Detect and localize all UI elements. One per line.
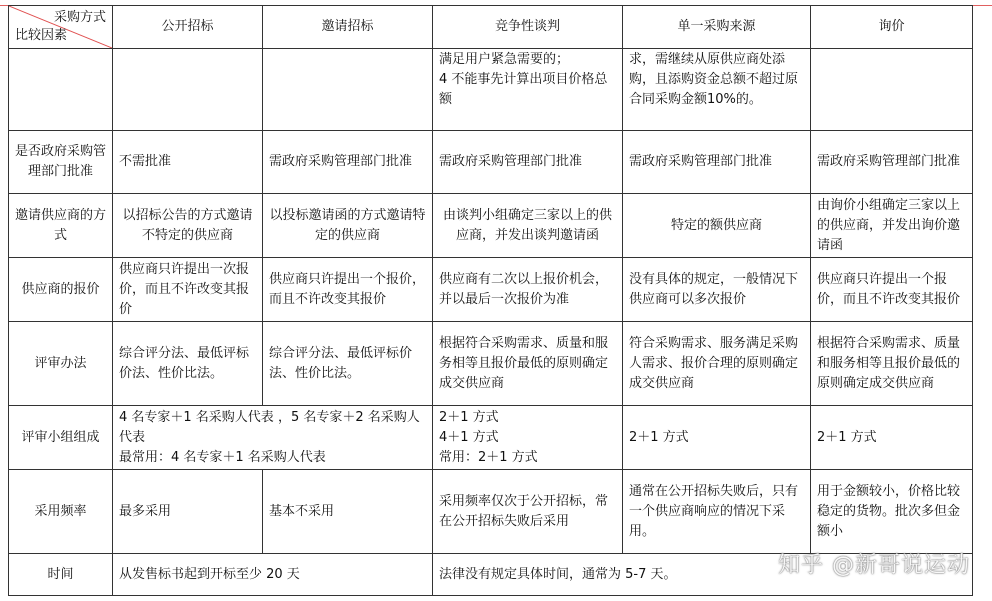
corner-bottom-label: 比较因素: [15, 28, 68, 43]
table-cell: 2＋1 方式: [623, 406, 811, 470]
table-cell: 最多采用: [113, 470, 263, 554]
table-cell: 2＋1 方式 4＋1 方式 常用：2＋1 方式: [433, 406, 623, 470]
table-cell: 需政府采购管理部门批准: [263, 131, 433, 194]
table-cell: 求，需继续从原供应商处添购，且添购资金总额不超过原合同采购金额10%的。: [623, 49, 811, 131]
table-cell: 采用频率仅次于公开招标，常在公开招标失败后采用: [433, 470, 623, 554]
procurement-comparison-table: [8, 5, 973, 596]
table-cell: 供应商只许提出一次报价，而且不许改变其报价: [113, 258, 263, 322]
table-cell: [811, 49, 973, 131]
table-row: [9, 406, 973, 470]
row-label: [9, 49, 113, 131]
watermark-text: 知乎 @新哥说运动: [778, 553, 970, 578]
table-cell-merged: 4 名专家＋1 名采购人代表 ，5 名专家＋2 名采购人代表 最常用：4 名专家＋1 名采购人代表: [113, 406, 433, 470]
table-cell: 通常在公开招标失败后，只有一个供应商响应的情况下采用。: [623, 470, 811, 554]
col-header-single-source: 单一采购来源: [623, 6, 811, 49]
table-cell-merged: 从发售标书起到开标至少 20 天: [113, 554, 433, 596]
table-cell-merged: 法律没有规定具体时间，通常为 5-7 天。: [433, 554, 973, 596]
row-label: 是否政府采购管理部门批准: [9, 131, 113, 194]
col-header-inquiry: 询价: [811, 6, 973, 49]
table-row: [9, 322, 973, 406]
table-cell: [113, 49, 263, 131]
table-cell: 不需批准: [113, 131, 263, 194]
table-row: [9, 258, 973, 322]
table-row: [9, 131, 973, 194]
table-cell: 用于金额较小，价格比较稳定的货物。批次多但金额小: [811, 470, 973, 554]
row-label: 时间: [9, 554, 113, 596]
table-cell: 综合评分法、最低评标价法、性价比法。: [113, 322, 263, 406]
table-cell: 以招标公告的方式邀请不特定的供应商: [113, 194, 263, 258]
col-header-competitive-negotiation: 竞争性谈判: [433, 6, 623, 49]
table-row: [9, 470, 973, 554]
row-label: 邀请供应商的方式: [9, 194, 113, 258]
table-cell: 综合评分法、最低评标价法、性价比法。: [263, 322, 433, 406]
corner-top-label: 采购方式: [53, 10, 106, 25]
table-cell: 需政府采购管理部门批准: [811, 131, 973, 194]
table-cell: 以投标邀请函的方式邀请特定的供应商: [263, 194, 433, 258]
corner-header-cell: [9, 6, 113, 49]
table-cell: 由谈判小组确定三家以上的供应商，并发出谈判邀请函: [433, 194, 623, 258]
table-cell: 由询价小组确定三家以上的供应商，并发出询价邀请函: [811, 194, 973, 258]
table-cell: 没有具体的规定，一般情况下供应商可以多次报价: [623, 258, 811, 322]
table-cell: 基本不采用: [263, 470, 433, 554]
header-row: [9, 6, 973, 49]
row-label: 采用频率: [9, 470, 113, 554]
table-cell: 符合采购需求、服务满足采购人需求、报价合理的原则确定成交供应商: [623, 322, 811, 406]
table-cell: 供应商有二次以上报价机会，并以最后一次报价为准: [433, 258, 623, 322]
row-label: 供应商的报价: [9, 258, 113, 322]
table-cell: 需政府采购管理部门批准: [623, 131, 811, 194]
table-cell: 根据符合采购需求、质量和服务相等且报价最低的原则确定成交供应商: [433, 322, 623, 406]
col-header-open-tender: 公开招标: [113, 6, 263, 49]
table-cell: 根据符合采购需求、质量和服务相等且报价最低的原则确定成交供应商: [811, 322, 973, 406]
table-cell: [263, 49, 433, 131]
table-cell: 供应商只许提出一个报价，而且不许改变其报价: [811, 258, 973, 322]
table-cell: 2＋1 方式: [811, 406, 973, 470]
row-label: 评审办法: [9, 322, 113, 406]
table-cell: 特定的额供应商: [623, 194, 811, 258]
table-row: [9, 194, 973, 258]
table-cell: 需政府采购管理部门批准: [433, 131, 623, 194]
col-header-invited-tender: 邀请招标: [263, 6, 433, 49]
row-label: 评审小组组成: [9, 406, 113, 470]
table-cell: 满足用户紧急需要的； 4 不能事先计算出项目价格总额: [433, 49, 623, 131]
table-cell: 供应商只许提出一个报价，而且不许改变其报价: [263, 258, 433, 322]
table-row: [9, 49, 973, 131]
